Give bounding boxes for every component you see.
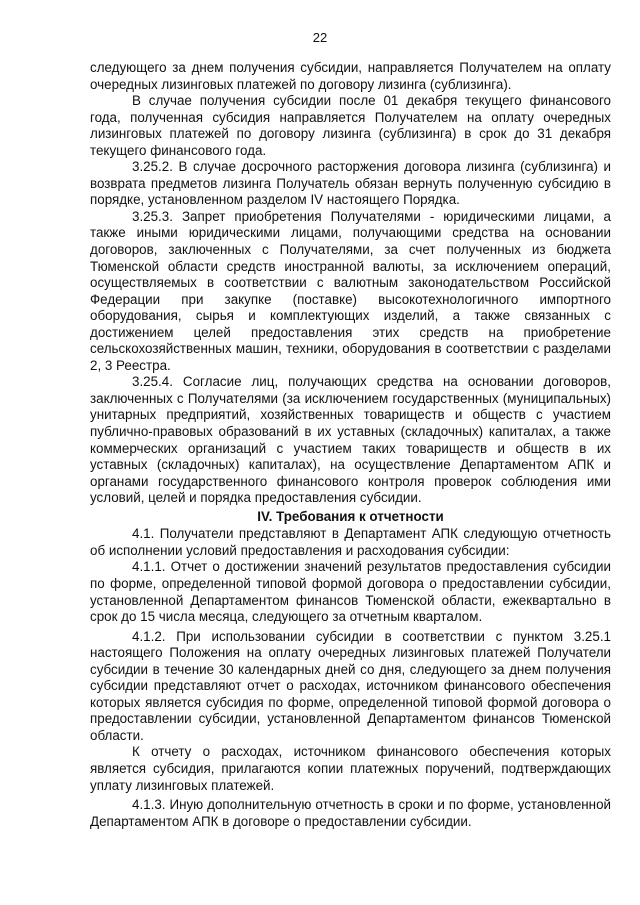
document-body bbox=[90, 60, 611, 830]
section-heading-reporting: IV. Требования к отчетности bbox=[257, 508, 444, 524]
paragraph-expense-report-attachments: К отчету о расходах, источником финансового обеспечения которых является субсидия, прилагаются копии платежных поручений, подтверждающих уплату лизинговых платежей. bbox=[90, 744, 611, 793]
paragraph-4-1: 4.1. Получатели представляют в Департамент АПК следующую отчетность об исполнении условий предоставления и расходования субсидии: bbox=[90, 526, 611, 558]
paragraph-3-25-2: 3.25.2. В случае досрочного расторжения договора лизинга (сублизинга) и возврата предметов лизинга Получатель обязан вернуть полученную субсидию в порядке, установленном разделом IV настоящего Порядка. bbox=[90, 159, 611, 208]
paragraph-continuation: следующего за днем получения субсидии, направляется Получателем на оплату очередных лизинговых платежей по договору лизинга (сублизинга). bbox=[90, 60, 611, 92]
paragraph-3-25-4: 3.25.4. Согласие лиц, получающих средства на основании договоров, заключенных с Получателями (за исключением государственных (муниципальных) унитарных предприятий, хозяйственных товариществ и обществ с участием публично-правовых образований в их уставных (складочных) капиталах, а также коммерческих организаций с участием таких товариществ и обществ в их уставных (складочных) капиталах), на осуществление Департаментом АПК и органами государственного финансового контроля проверок соблюдения ими условий, целей и порядка предоставления субсидии. bbox=[90, 374, 611, 506]
page-number: 22 bbox=[312, 30, 328, 45]
paragraph-4-1-2: 4.1.2. При использовании субсидии в соответствии с пунктом 3.25.1 настоящего Положения на оплату очередных лизинговых платежей Получатели субсидии в течение 30 календарных дней со дня, следующего за днем получения субсидии представляют отчет о расходах, источником финансового обеспечения которых является субсидия по форме, определенной типовой формой договора о предоставлении субсидии, установленной Департаментом финансов Тюменской области. bbox=[90, 628, 611, 743]
paragraph-3-25-3: 3.25.3. Запрет приобретения Получателями - юридическими лицами, а также иными юридическими лицами, получающими средства на основании договоров, заключенных с Получателями, за счет полученных из бюджета Тюменской области средств иностранной валюты, за исключением операций, осуществляемых в соответствии с валютным законодательством Российской Федерации при закупке (поставке) высокотехнологичного импортного оборудования, сырья и комплектующих изделий, а также связанных с достижением целей предоставления этих средств на приобретение сельскохозяйственных машин, техники, оборудования в соответствии с разделами 2, 3 Реестра. bbox=[90, 208, 611, 373]
paragraph-4-1-3: 4.1.3. Иную дополнительную отчетность в сроки и по форме, установленной Департаментом АПК в договоре о предоставлении субсидии. bbox=[90, 797, 611, 829]
paragraph-4-1-1: 4.1.1. Отчет о достижении значений результатов предоставления субсидии по форме, определенной типовой формой договора о предоставлении субсидии, установленной Департаментом финансов Тюменской области, ежеквартально в срок до 15 числа месяца, следующего за отчетным кварталом. bbox=[90, 559, 611, 625]
paragraph-december-subsidy: В случае получения субсидии после 01 декабря текущего финансового года, полученная субсидия направляется Получателем на оплату очередных лизинговых платежей по договору лизинга (сублизинга) в срок до 31 декабря текущего финансового года. bbox=[90, 93, 611, 158]
